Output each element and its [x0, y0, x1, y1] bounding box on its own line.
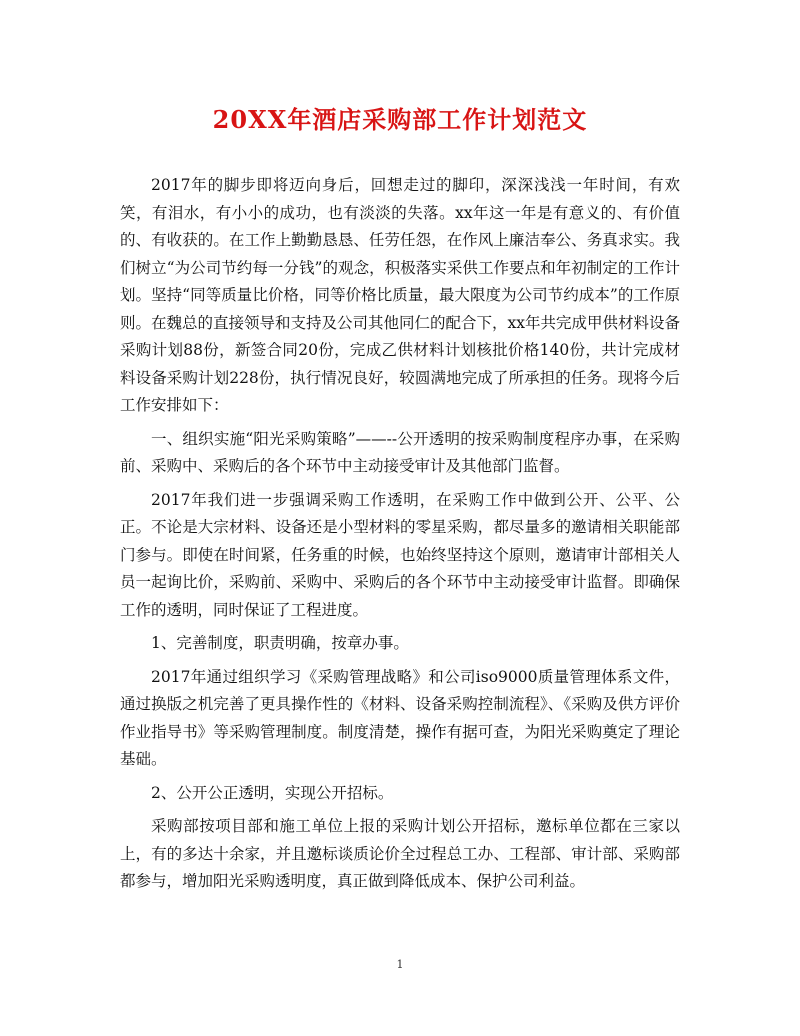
page-number: 1 — [396, 958, 404, 971]
paragraph-transparency: 2017年我们进一步强调采购工作透明，在采购工作中做到公开、公平、公正。不论是大宗材料、设备还是小型材料的零星采购，都尽量多的邀请相关职能部门参与。即使在时间紧，任务重的时候，也始终坚持这个原则，邀请审计部相关人员一起询比价，采购前、采购中、采购后的各个环节中主动接受审计监督。即确保工作的透明，同时保证了工程进度。 — [120, 490, 680, 619]
paragraph-section-1: 一、组织实施“阳光采购策略”——--公开透明的按采购制度程序办事，在采购前、采购中、采购后的各个环节中主动接受审计及其他部门监督。 — [120, 429, 680, 475]
paragraph-bidding: 采购部按项目部和施工单位上报的采购计划公开招标，邀标单位都在三家以上，有的多达十余家，并且邀标谈质论价全过程总工办、工程部、审计部、采购部都参与，增加阳光采购透明度，真正做到降低成本、保护公司利益。 — [120, 817, 680, 890]
paragraph-system: 2017年通过组织学习《采购管理战略》和公司iso9000质量管理体系文件，通过换版之机完善了更具操作性的《材料、设备采购控制流程》、《采购及供方评价作业指导书》等采购管理制度。制度清楚，操作有据可查，为阳光采购奠定了理论基础。 — [120, 667, 680, 768]
document-title: 20XX年酒店采购部工作计划范文 — [212, 105, 588, 134]
paragraph-intro: 2017年的脚步即将迈向身后，回想走过的脚印，深深浅浅一年时间，有欢笑，有泪水，有小小的成功，也有淡淡的失落。xx年这一年是有意义的、有价值的、有收获的。在工作上勤勤恳恳、任劳任怨，在作风上廉洁奉公、务真求实。我们树立“为公司节约每一分钱”的观念，积极落实采供工作要点和年初制定的工作计划。坚持“同等质量比价格，同等价格比质量，最大限度为公司节约成本”的工作原则。在魏总的直接领导和支持及公司其他同仁的配合下，xx年共完成甲供材料设备采购计划88份，新签合同20份，完成乙供材料计划核批价格140份，共计完成材料设备采购计划228份，执行情况良好，较圆满地完成了所承担的任务。现将今后工作安排如下： — [120, 176, 680, 414]
paragraph-item-1: 1、完善制度，职责明确，按章办事。 — [151, 634, 409, 652]
paragraph-item-2: 2、公开公正透明，实现公开招标。 — [151, 783, 394, 802]
document-body — [120, 172, 680, 902]
